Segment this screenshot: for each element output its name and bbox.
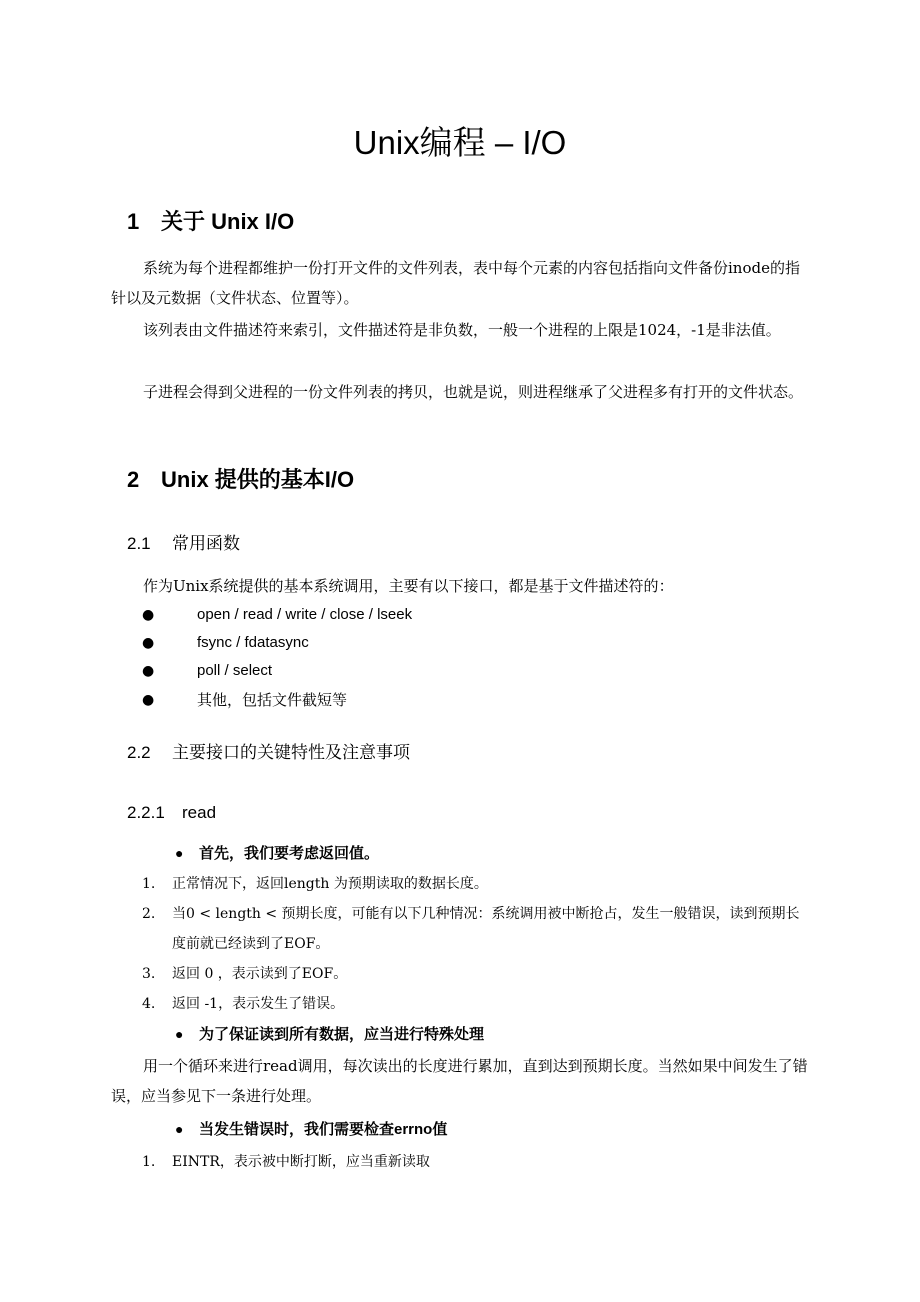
section-number: 1 [127, 209, 140, 234]
section-2-heading [127, 465, 354, 495]
paragraph: 子进程会得到父进程的一份文件列表的拷贝，也就是说，则进程继承了父进程多有打开的文件状态。 [143, 383, 804, 401]
list-item: 4. 返回 -1，表示发生了错误。 [142, 996, 345, 1012]
bold-bullet: ● 当发生错误时，我们需要检查errno值 [175, 1115, 447, 1144]
bullet-icon: ● [142, 635, 155, 651]
bullet-icon: ● [142, 607, 155, 623]
paragraph: 该列表由文件描述符来索引，文件描述符是非负数，一般一个进程的上限是1024，-1是非法值。 [143, 321, 781, 339]
bold-bullet: ● 首先，我们要考虑返回值。 [175, 839, 379, 868]
subsection-number: 2.1 [127, 534, 151, 553]
bullet-icon: ● [175, 1121, 184, 1137]
paragraph: 作为Unix系统提供的基本系统调用，主要有以下接口，都是基于文件描述符的： [143, 577, 674, 595]
bullet-icon: ● [142, 692, 155, 708]
list-item: ● open / read / write / close / lseek [142, 601, 742, 629]
list-item: 3. 返回 0 ，表示读到了EOF。 [142, 966, 348, 982]
subsection-2-2-1-heading [127, 801, 216, 825]
subsection-number: 2.2.1 [127, 803, 165, 822]
section-number: 2 [127, 467, 140, 492]
subsection-title: 主要接口的关键特性及注意事项 [172, 743, 410, 762]
paragraph: 系统为每个进程都维护一份打开文件的文件列表，表中每个元素的内容包括指向文件备份inode的指针以及元数据（文件状态、位置等）。 [111, 259, 800, 307]
subsection-2-2-heading [127, 741, 410, 765]
paragraph: 用一个循环来进行read调用，每次读出的长度进行累加，直到达到预期长度。当然如果中间发生了错误，应当参见下一条进行处理。 [111, 1057, 808, 1105]
bullet-icon: ● [175, 845, 184, 861]
list-item: ● fsync / fdatasync [142, 629, 742, 657]
section-title: 关于 Unix I/O [161, 209, 295, 234]
subsection-number: 2.2 [127, 743, 151, 762]
list-item: 1. EINTR，表示被中断打断，应当重新读取 [142, 1154, 430, 1170]
list-item: ● 其他，包括文件截短等 [142, 686, 742, 714]
list-item: 1. 正常情况下，返回length 为预期读取的数据长度。 [142, 876, 488, 892]
section-1-heading [127, 207, 294, 237]
bold-bullet: ● 为了保证读到所有数据，应当进行特殊处理 [175, 1020, 484, 1049]
document-title: Unix编程 – I/O [353, 124, 567, 161]
subsection-title: read [182, 803, 217, 822]
list-item: ● poll / select [142, 657, 742, 685]
section-title: Unix 提供的基本I/O [161, 467, 355, 492]
bullet-icon: ● [175, 1026, 184, 1042]
subsection-title: 常用函数 [172, 534, 240, 553]
subsection-2-1-heading [127, 532, 240, 556]
bullet-icon: ● [142, 663, 155, 679]
list-item: 2. 当0 < length < 预期长度，可能有以下几种情况：系统调用被中断抢占，发生一般错误，读到预期长度前就已经读到了EOF。 [142, 906, 800, 952]
